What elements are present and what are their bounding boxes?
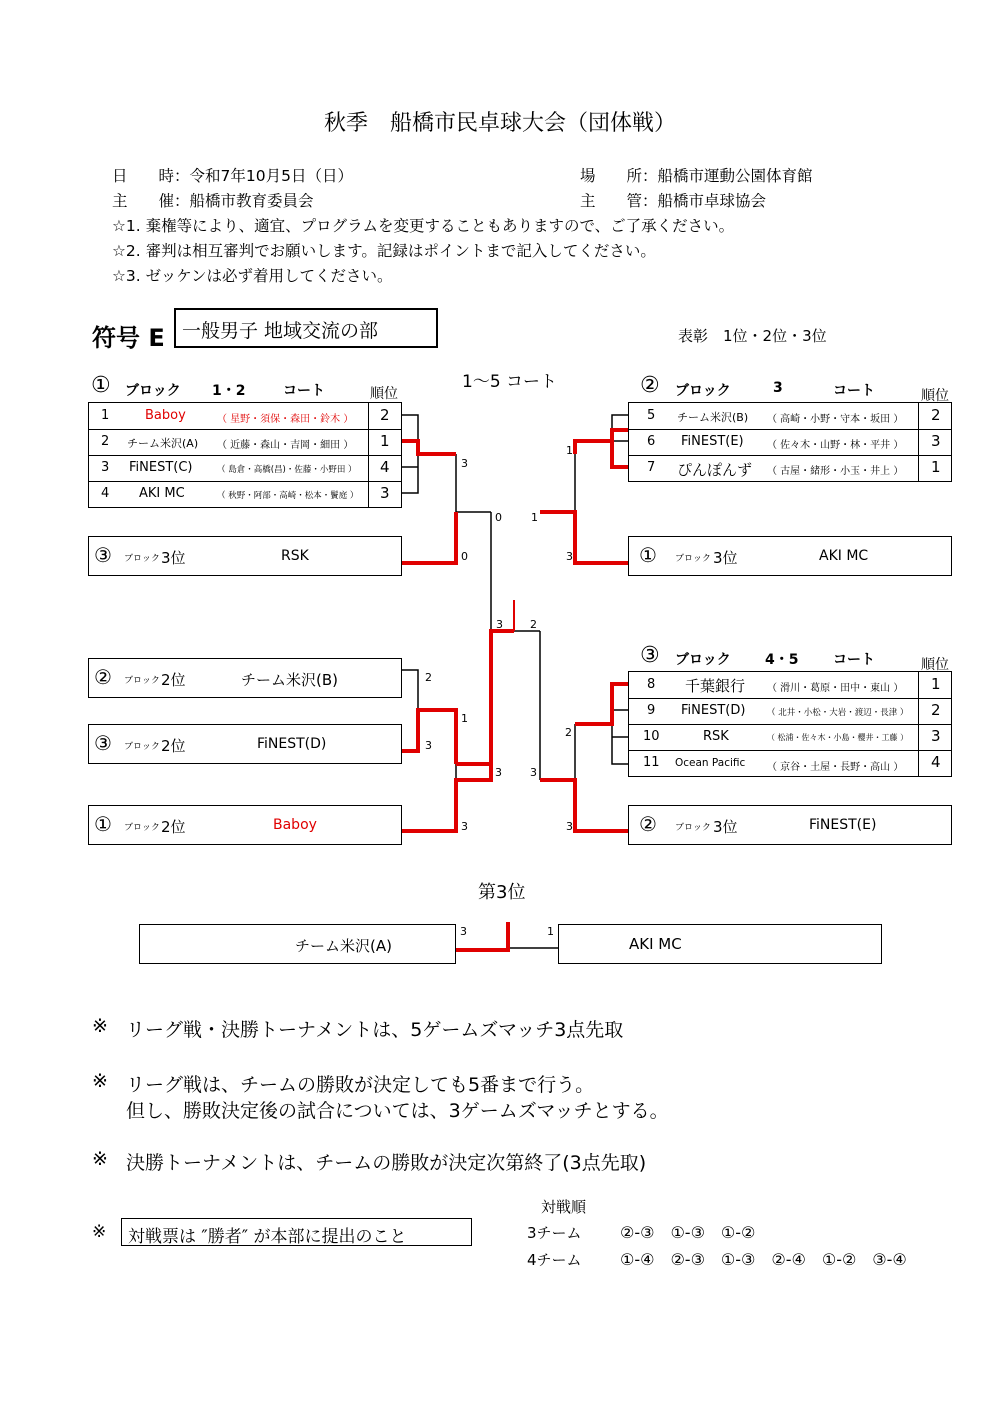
score: 2 (530, 618, 537, 631)
manage-label: 主 管： (580, 192, 658, 210)
table-row-no: 9 (647, 703, 656, 718)
score: 1 (531, 511, 538, 524)
score: 3 (566, 550, 573, 563)
entry-block-label: ブロック (124, 742, 160, 752)
entry-place: 2位 (161, 818, 186, 836)
entry-place: 3位 (713, 818, 738, 836)
table-row-members: （ 佐々木・山野・林・平井 ） (767, 440, 904, 451)
table-row-members: （ 近藤・森山・吉岡・細田 ） (217, 440, 354, 451)
entry-block-mark: ② (639, 812, 657, 836)
table-row-rank: 2 (931, 406, 941, 424)
score: 3 (496, 618, 503, 631)
table-row-rank: 3 (931, 432, 941, 450)
entry-block-label: ブロック (124, 554, 160, 564)
table-row-team: FiNEST(D) (681, 703, 746, 718)
table-row-rank: 4 (380, 458, 390, 476)
entry-block-label: ブロック (675, 554, 711, 564)
entry-block-label: ブロック (675, 823, 711, 833)
rule-2a: リーグ戦は、チームの勝敗が決定しても5番まで行う。 (126, 1074, 595, 1096)
host-label: 主 催： (112, 192, 190, 210)
table-row-rank: 1 (931, 675, 941, 693)
table-row-team: ぴんぽんず (677, 461, 753, 479)
third-left-team: チーム米沢(A) (295, 937, 392, 955)
score: 3 (425, 739, 432, 752)
place-value: 船橋市運動公園体育館 (657, 167, 813, 185)
awards: 表彰 1位・2位・3位 (678, 327, 827, 345)
entry-place: 3位 (713, 549, 738, 567)
score: 3 (461, 457, 468, 470)
block1-court: コート (283, 383, 325, 399)
rule-2b: 但し、勝敗決定後の試合については、3ゲームズマッチとする。 (126, 1100, 669, 1122)
score: 2 (425, 671, 432, 684)
rule-mark: ※ (92, 1070, 108, 1092)
table-row-team: 千葉銀行 (685, 677, 746, 695)
third-place-left (139, 924, 456, 964)
block3-court-no: 4・5 (765, 652, 799, 668)
table-row-rank: 3 (931, 727, 941, 745)
table-row-no: 8 (647, 677, 656, 692)
entry-place: 2位 (161, 671, 186, 689)
date-label: 日 時： (112, 167, 190, 185)
block3-label: ブロック (675, 652, 731, 668)
score: 0 (495, 511, 502, 524)
entry-block-label: ブロック (124, 676, 160, 686)
table-row-rank: 4 (931, 753, 941, 771)
date-value: 令和7年10月5日（日） (189, 167, 353, 185)
order-four-label: 4チーム (527, 1251, 582, 1269)
block3-mark: ③ (640, 643, 660, 668)
table-row-team: チーム米沢(A) (127, 437, 199, 450)
table-row-no: 3 (101, 460, 110, 475)
host-value: 船橋市教育委員会 (189, 192, 314, 210)
table-row-rank: 2 (380, 406, 390, 424)
score: 3 (530, 766, 537, 779)
order-three-value: ②-③ ①-③ ①-② (620, 1223, 756, 1242)
table-row-team: Ocean Pacific (675, 757, 746, 769)
block2-court-no: 3 (773, 380, 783, 396)
order-title: 対戦順 (541, 1198, 587, 1216)
score: 3 (566, 820, 573, 833)
block2-court: コート (833, 383, 875, 399)
court-range: 1～5 コート (462, 372, 558, 392)
notice-3: ☆3. ゼッケンは必ず着用してください。 (112, 267, 393, 285)
entry-block-mark: ③ (94, 543, 112, 567)
table-row-members: （ 高崎・小野・守本・坂田 ） (767, 414, 904, 425)
third-place-title: 第3位 (478, 882, 526, 903)
entry-team: Baboy (273, 817, 317, 833)
table-row-team: FiNEST(C) (129, 460, 193, 475)
score: 3 (460, 925, 467, 938)
block2-label: ブロック (675, 383, 731, 399)
entry-block-mark: ② (94, 665, 112, 689)
table-row-members: （ 島倉・高橋(昌)・佐藤・小野田 ） (217, 465, 357, 475)
entry-team: FiNEST(D) (257, 736, 327, 752)
table-row-team: RSK (703, 729, 729, 744)
block1-label: ブロック (125, 383, 181, 399)
entry-team: FiNEST(E) (809, 817, 877, 833)
block1-court-no: 1・2 (212, 383, 246, 399)
third-right-team: AKI MC (629, 935, 682, 953)
table-row-team: FiNEST(E) (681, 434, 744, 449)
table-row-rank: 3 (380, 484, 390, 502)
block3-rank-header: 順位 (921, 657, 949, 673)
table-row-no: 1 (101, 408, 110, 423)
block2-rank-header: 順位 (921, 388, 949, 404)
manage-value: 船橋市卓球協会 (657, 192, 767, 210)
table-row-no: 5 (647, 408, 656, 423)
block2-mark: ② (640, 373, 660, 398)
notice-1: ☆1. 棄権等により、適宜、プログラムを変更することもありますので、ご了承ください。 (112, 217, 735, 235)
score: 0 (461, 550, 468, 563)
score: 2 (565, 726, 572, 739)
table-row-members: （ 古屋・緒形・小玉・井上 ） (767, 466, 904, 477)
rule-mark: ※ (92, 1222, 107, 1242)
entry-block-label: ブロック (124, 823, 160, 833)
table-row-team: AKI MC (139, 486, 185, 501)
entry-team: AKI MC (819, 548, 869, 564)
table-row-no: 2 (101, 434, 110, 449)
score: 3 (495, 766, 502, 779)
block1-rank-header: 順位 (370, 386, 398, 402)
table-row-members: （ 松浦・佐々木・小島・櫻井・工藤 ） (767, 733, 909, 742)
entry-place: 3位 (161, 549, 186, 567)
block1-mark: ① (91, 373, 111, 398)
table-row-no: 6 (647, 434, 656, 449)
page-title: 秋季 船橋市民卓球大会（団体戦） (323, 111, 676, 136)
table-row-team: Baboy (145, 408, 186, 423)
score: 1 (547, 925, 554, 938)
entry-team: チーム米沢(B) (241, 671, 338, 689)
order-four-value: ①-④ ②-③ ①-③ ②-④ ①-② ③-④ (620, 1250, 907, 1269)
table-row-no: 7 (647, 460, 656, 475)
entry-block-mark: ① (639, 543, 657, 567)
table-row-no: 10 (643, 729, 660, 744)
order-three-label: 3チーム (527, 1224, 582, 1242)
entry-block-mark: ③ (94, 731, 112, 755)
table-row-rank: 1 (380, 432, 390, 450)
entry-team: RSK (281, 548, 309, 564)
place-label: 場 所： (580, 167, 658, 185)
table-row-members: （ 滑川・葛原・田中・東山 ） (767, 683, 904, 694)
third-place-right (558, 924, 882, 964)
table-row-members: （ 秋野・阿部・高崎・松本・鬢庭 ） (217, 491, 359, 501)
rule-mark: ※ (92, 1148, 108, 1170)
table-row-members: （ 北井・小松・大岩・渡辺・長津 ） (767, 708, 909, 718)
block3-court: コート (833, 652, 875, 668)
rule-1: リーグ戦・決勝トーナメントは、5ゲームズマッチ3点先取 (126, 1019, 624, 1041)
score: 1 (566, 444, 573, 457)
notice-2: ☆2. 審判は相互審判でお願いします。記録はポイントまで記入してください。 (112, 242, 656, 260)
rule-3: 決勝トーナメントは、チームの勝敗が決定次第終了(3点先取) (126, 1152, 647, 1174)
table-row-team: チーム米沢(B) (677, 411, 749, 424)
table-row-rank: 1 (931, 458, 941, 476)
table-row-rank: 2 (931, 701, 941, 719)
table-row-no: 4 (101, 486, 110, 501)
entry-place: 2位 (161, 737, 186, 755)
score: 3 (461, 820, 468, 833)
event-name: 一般男子 地域交流の部 (182, 320, 379, 342)
score: 1 (461, 712, 468, 725)
rule-mark: ※ (92, 1015, 108, 1037)
table-row-members: （ 星野・須保・森田・鈴木 ） (217, 414, 354, 425)
event-code: 符号 E (92, 324, 165, 352)
submit-note-box (121, 1218, 472, 1246)
table-row-members: （ 京谷・土屋・長野・高山 ） (767, 762, 904, 773)
table-row-no: 11 (643, 755, 660, 770)
rule-4: 対戦票は ″勝者″ が本部に提出のこと (128, 1227, 407, 1247)
entry-block-mark: ① (94, 812, 112, 836)
